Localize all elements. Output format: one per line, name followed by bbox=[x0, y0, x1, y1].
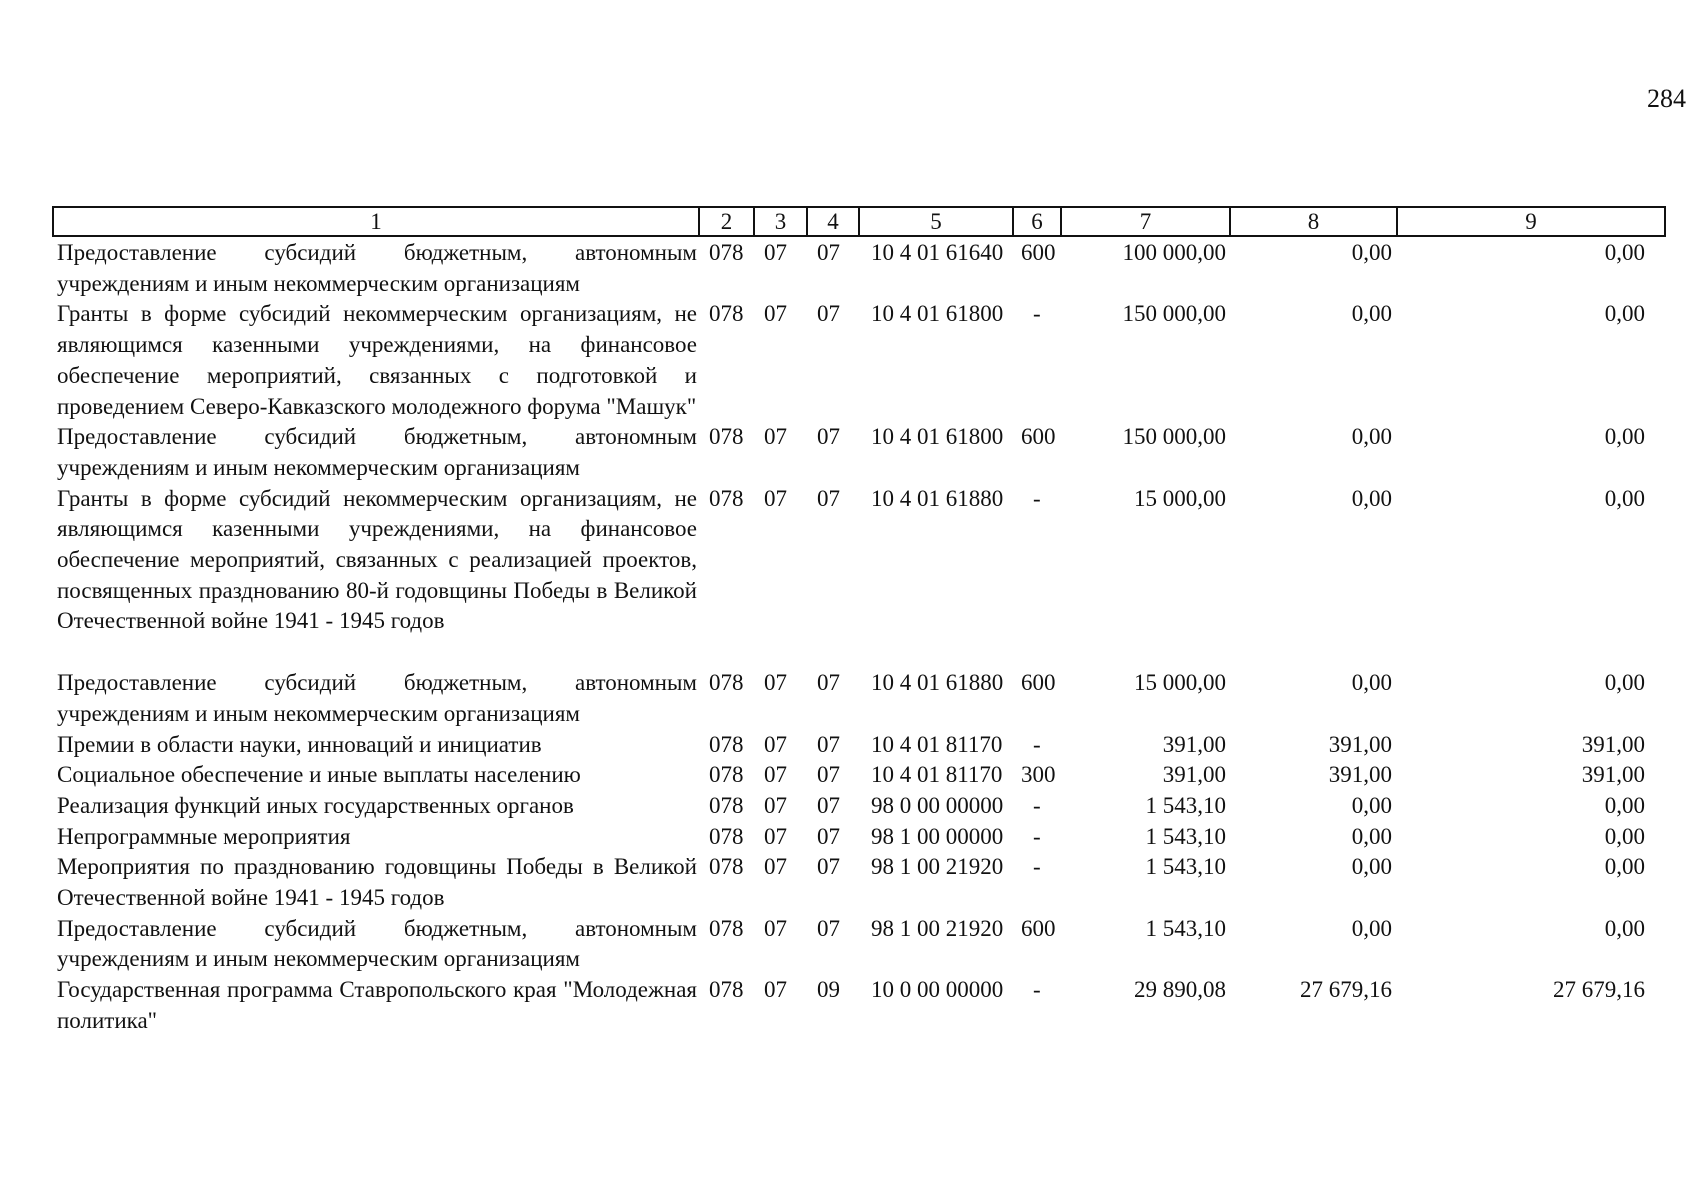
row-col-7: 15 000,00 bbox=[1134, 670, 1226, 696]
row-col-2: 078 bbox=[709, 915, 744, 941]
row-col-3: 07 bbox=[764, 977, 787, 1003]
row-name: Мероприятия по празднованию годовщины Победы в Великой Отечественной войне 1941 - 1945 годов bbox=[57, 854, 697, 911]
row-col-8: 0,00 bbox=[1351, 670, 1392, 696]
row-name: Социальное обеспечение и иные выплаты населению bbox=[57, 762, 581, 788]
row-col-9: 0,00 bbox=[1604, 301, 1645, 327]
row-col-3: 07 bbox=[764, 823, 787, 849]
table-row bbox=[53, 668, 1665, 729]
row-col-4: 07 bbox=[817, 915, 840, 941]
row-col-8: 0,00 bbox=[1351, 823, 1392, 849]
row-col-2: 078 bbox=[709, 485, 744, 511]
row-name: Предоставление субсидий бюджетным, автономным учреждениям и иным некоммерческим организациям bbox=[57, 240, 697, 296]
row-col-4: 07 bbox=[817, 485, 840, 511]
row-col-3: 07 bbox=[764, 915, 787, 941]
row-col-8: 391,00 bbox=[1328, 731, 1392, 757]
row-col-5: 10 4 01 81170 bbox=[871, 762, 1003, 788]
row-col-4: 07 bbox=[817, 854, 840, 880]
row-col-3: 07 bbox=[764, 301, 787, 327]
row-name: Премии в области науки, инноваций и инициатив bbox=[57, 731, 542, 757]
row-col-7: 1 543,10 bbox=[1145, 792, 1226, 818]
row-col-6: - bbox=[1033, 977, 1041, 1003]
header-col-4: 4 bbox=[807, 207, 859, 236]
row-col-5: 10 4 01 61800 bbox=[871, 301, 1004, 327]
header-col-3: 3 bbox=[754, 207, 807, 236]
table-body bbox=[53, 236, 1665, 1037]
row-col-9: 391,00 bbox=[1581, 731, 1645, 757]
row-col-7: 391,00 bbox=[1162, 731, 1226, 757]
row-col-5: 98 1 00 00000 bbox=[871, 823, 1004, 849]
table-row bbox=[53, 760, 1665, 791]
row-col-3: 07 bbox=[764, 854, 787, 880]
header-col-6: 6 bbox=[1013, 207, 1061, 236]
row-col-4: 07 bbox=[817, 301, 840, 327]
row-col-2: 078 bbox=[709, 731, 744, 757]
row-col-7: 1 543,10 bbox=[1145, 854, 1226, 880]
table-row bbox=[53, 975, 1665, 1036]
row-col-7: 29 890,08 bbox=[1134, 977, 1226, 1003]
table-row bbox=[53, 422, 1665, 483]
header-col-8: 8 bbox=[1230, 207, 1397, 236]
header-col-9: 9 bbox=[1397, 207, 1665, 236]
row-col-5: 98 1 00 21920 bbox=[871, 854, 1004, 880]
row-col-4: 07 bbox=[817, 424, 840, 450]
row-col-7: 150 000,00 bbox=[1122, 301, 1226, 327]
row-col-6: - bbox=[1033, 854, 1041, 880]
row-col-8: 0,00 bbox=[1351, 485, 1392, 511]
row-col-6: - bbox=[1033, 792, 1041, 818]
row-name: Реализация функций иных государственных органов bbox=[57, 792, 574, 818]
row-col-2: 078 bbox=[709, 823, 744, 849]
row-col-9: 391,00 bbox=[1581, 762, 1645, 788]
row-name: Гранты в форме субсидий некоммерческим организациям, не являющимся казенными учреждениями, на финансовое обеспечение мероприятий, связанных с реализацией проектов, посвященных празднованию 80-й годовщины Победы в Великой Отечественной войне 1941 - 1945 годов bbox=[57, 485, 697, 634]
row-col-5: 10 4 01 61640 bbox=[871, 240, 1004, 265]
row-col-6: 600 bbox=[1021, 424, 1056, 450]
row-col-8: 0,00 bbox=[1351, 854, 1392, 880]
row-col-3: 07 bbox=[764, 762, 787, 788]
table-row bbox=[53, 484, 1665, 669]
row-col-9: 0,00 bbox=[1604, 854, 1645, 880]
row-col-9: 0,00 bbox=[1604, 823, 1645, 849]
row-col-8: 27 679,16 bbox=[1300, 977, 1392, 1003]
table-row bbox=[53, 852, 1665, 913]
row-name: Предоставление субсидий бюджетным, автономным учреждениям и иным некоммерческим организациям bbox=[57, 915, 697, 972]
row-col-9: 0,00 bbox=[1604, 670, 1645, 696]
row-name: Предоставление субсидий бюджетным, автономным учреждениям и иным некоммерческим организациям bbox=[57, 670, 697, 726]
row-col-2: 078 bbox=[709, 854, 744, 880]
row-col-8: 0,00 bbox=[1351, 240, 1392, 265]
row-col-9: 27 679,16 bbox=[1553, 977, 1645, 1003]
row-col-2: 078 bbox=[709, 670, 744, 696]
table-row bbox=[53, 914, 1665, 975]
row-col-8: 0,00 bbox=[1351, 792, 1392, 818]
row-col-9: 0,00 bbox=[1604, 792, 1645, 818]
row-col-2: 078 bbox=[709, 792, 744, 818]
row-col-6: 600 bbox=[1021, 915, 1056, 941]
row-col-2: 078 bbox=[709, 301, 744, 327]
row-col-5: 10 4 01 61880 bbox=[871, 670, 1004, 696]
row-col-5: 10 4 01 61880 bbox=[871, 485, 1004, 511]
header-col-1: 1 bbox=[53, 207, 699, 236]
table-row bbox=[53, 822, 1665, 853]
row-col-7: 15 000,00 bbox=[1134, 485, 1226, 511]
row-col-8: 0,00 bbox=[1351, 424, 1392, 450]
table-row bbox=[53, 299, 1665, 422]
row-col-3: 07 bbox=[764, 424, 787, 450]
row-col-6: 600 bbox=[1021, 670, 1056, 696]
row-col-3: 07 bbox=[764, 670, 787, 696]
row-col-4: 07 bbox=[817, 762, 840, 788]
budget-table bbox=[52, 206, 1666, 1037]
row-col-4: 07 bbox=[817, 731, 840, 757]
row-col-7: 1 543,10 bbox=[1145, 823, 1226, 849]
row-name: Государственная программа Ставропольского края "Молодежная политика" bbox=[57, 977, 697, 1033]
header-col-2: 2 bbox=[699, 207, 754, 236]
row-col-3: 07 bbox=[764, 485, 787, 511]
row-col-4: 07 bbox=[817, 823, 840, 849]
row-col-7: 100 000,00 bbox=[1122, 240, 1226, 265]
row-col-2: 078 bbox=[709, 240, 744, 265]
row-col-4: 09 bbox=[817, 977, 840, 1003]
row-col-5: 98 1 00 21920 bbox=[871, 915, 1004, 941]
row-col-6: 300 bbox=[1021, 762, 1056, 788]
header-col-7: 7 bbox=[1061, 207, 1230, 236]
row-col-2: 078 bbox=[709, 977, 744, 1003]
row-col-9: 0,00 bbox=[1604, 240, 1645, 265]
row-col-4: 07 bbox=[817, 670, 840, 696]
row-col-3: 07 bbox=[764, 792, 787, 818]
row-col-7: 150 000,00 bbox=[1122, 424, 1226, 450]
row-col-6: - bbox=[1033, 731, 1041, 757]
row-col-3: 07 bbox=[764, 731, 787, 757]
row-name: Непрограммные мероприятия bbox=[57, 823, 351, 849]
row-name: Гранты в форме субсидий некоммерческим организациям, не являющимся казенными учреждениями, на финансовое обеспечение мероприятий, связанных с подготовкой и проведением Северо-Кавказского молодежного форума "Машук" bbox=[57, 301, 697, 419]
header-col-5: 5 bbox=[859, 207, 1013, 236]
table-header bbox=[53, 207, 1665, 236]
header-row bbox=[53, 207, 1665, 236]
page-number: 284 bbox=[1647, 84, 1686, 113]
row-col-5: 98 0 00 00000 bbox=[871, 792, 1004, 818]
row-col-9: 0,00 bbox=[1604, 485, 1645, 511]
row-col-5: 10 4 01 61800 bbox=[871, 424, 1004, 450]
row-col-5: 10 4 01 81170 bbox=[871, 731, 1003, 757]
row-col-4: 07 bbox=[817, 240, 840, 265]
row-col-6: 600 bbox=[1021, 240, 1056, 265]
row-col-3: 07 bbox=[764, 240, 787, 265]
row-col-2: 078 bbox=[709, 762, 744, 788]
row-col-9: 0,00 bbox=[1604, 424, 1645, 450]
row-col-6: - bbox=[1033, 301, 1041, 327]
table-row bbox=[53, 791, 1665, 822]
row-col-8: 0,00 bbox=[1351, 915, 1392, 941]
row-col-4: 07 bbox=[817, 792, 840, 818]
row-col-6: - bbox=[1033, 823, 1041, 849]
row-col-6: - bbox=[1033, 485, 1041, 511]
row-col-2: 078 bbox=[709, 424, 744, 450]
table-row bbox=[53, 236, 1665, 299]
row-col-8: 391,00 bbox=[1328, 762, 1392, 788]
row-col-5: 10 0 00 00000 bbox=[871, 977, 1004, 1003]
row-name: Предоставление субсидий бюджетным, автономным учреждениям и иным некоммерческим организациям bbox=[57, 424, 697, 480]
row-col-9: 0,00 bbox=[1604, 915, 1645, 941]
table-row bbox=[53, 730, 1665, 761]
row-col-7: 1 543,10 bbox=[1145, 915, 1226, 941]
row-col-8: 0,00 bbox=[1351, 301, 1392, 327]
row-col-7: 391,00 bbox=[1162, 762, 1226, 788]
